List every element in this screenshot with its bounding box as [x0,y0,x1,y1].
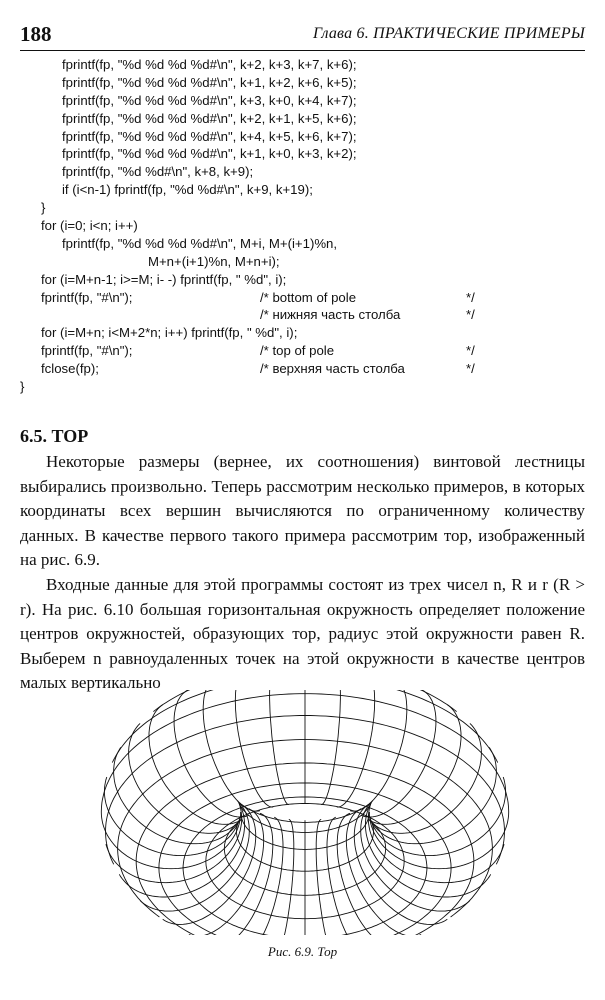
comment-end: */ [466,307,475,323]
torus-wire-line [350,690,407,811]
torus-wireframe [101,690,508,935]
code-line: fprintf(fp, "%d %d %d %d#\n", k+1, k+0, k+3, k+2); [62,146,357,162]
torus-wire-line [371,747,496,843]
section-heading: 6.5. ТОР [20,426,89,446]
paragraph: Некоторые размеры (вернее, их соотношения) винтовой лестницы выбирались произвольно. Теперь рассмотрим несколько примеров, в которых координаты всех вершин вычисляются по ограниченному количеству данных. В качестве первого такого примера рассмотрим тор, изображенный на рис. 6.9. [20,452,585,570]
code-line: fclose(fp); /* верхняя часть столба */ [41,361,475,377]
torus-wire-line [245,817,283,935]
code-line: } [20,379,25,395]
code-comment: /* top of pole [260,343,335,359]
torus-wire-line [119,801,244,898]
code-line: fprintf(fp, "%d %d %d %d#\n", M+i, M+(i+1)%n, [62,235,338,251]
comment-end: */ [466,343,475,359]
comment-end: */ [466,361,475,377]
code-comment: /* нижняя часть столба [260,307,401,323]
code-line [20,306,590,324]
page-header [20,22,585,48]
code-line: fprintf(fp, "%d %d %d %d#\n", k+1, k+2, k+6, k+5); [62,74,357,90]
running-title: Глава 6. ПРАКТИЧЕСКИЕ ПРИМЕРЫ [313,25,585,42]
torus-wire-line [337,690,375,807]
paragraph: Входные данные для этой программы состоят из трех чисел n, R и r (R > r). На рис. 6.10 большая горизонтальная окружность определяет положение центров окружностей, образующих тор, радиус этой окружности равен R. Выберем n равноудаленных точек на этой окружности в качестве центров малых вертикально [20,574,585,693]
torus-wire-line [327,817,365,935]
code-line: fprintf(fp, "%d %d#\n", k+8, k+9); [62,164,254,180]
code-line: fprintf(fp, "#\n"); /* top of pole */ [41,343,475,359]
body-text [20,450,585,696]
torus-wire-line [203,690,260,811]
code-line: for (i=M+n; i<M+2*n; i++) fprintf(fp, " %d", i); [41,325,298,341]
page-number: 188 [20,22,52,46]
torus-wire-line [114,747,239,843]
code-line: if (i<n-1) fprintf(fp, "%d %d#\n", k+9, k+19); [62,182,313,198]
torus-wire-line [321,690,340,805]
code-line: for (i=0; i<n; i++) [41,218,138,234]
torus-wire-line [235,690,273,807]
figure-caption: Рис. 6.9. Тор [267,944,338,959]
code-line: fprintf(fp, "%d %d %d %d#\n", k+2, k+3, k+7, k+6); [62,57,357,72]
torus-wire-line [104,777,240,856]
torus-wire-line [368,705,461,825]
code-listing [20,56,590,396]
torus-wire-line [370,777,506,856]
torus-wire-line [270,690,289,805]
torus-figure [95,690,515,935]
code-line: M+n+(i+1)%n, M+n+i); [148,253,280,269]
code-line: for (i=M+n-1; i>=M; i- -) fprintf(fp, " %d", i); [41,271,287,287]
torus-wire-line [365,801,490,898]
code-line: fprintf(fp, "%d %d %d %d#\n", k+3, k+0, k+4, k+7); [62,92,357,108]
code-comment: /* верхняя часть столба [260,361,405,377]
torus-wire-line [149,705,242,825]
torus-wire-line [361,801,470,911]
code-comment: /* bottom of pole [260,289,357,305]
code-line: fprintf(fp, "%d %d %d %d#\n", k+2, k+1, k+5, k+6); [62,110,357,126]
torus-wire-line [140,801,249,911]
code-line: fprintf(fp, "#\n"); /* bottom of pole */ [41,289,475,305]
code-line: } [41,200,46,216]
code-line: fprintf(fp, "%d %d %d %d#\n", k+4, k+5, k+6, k+7); [62,128,357,144]
comment-end: */ [466,289,475,305]
header-rule [20,50,585,51]
